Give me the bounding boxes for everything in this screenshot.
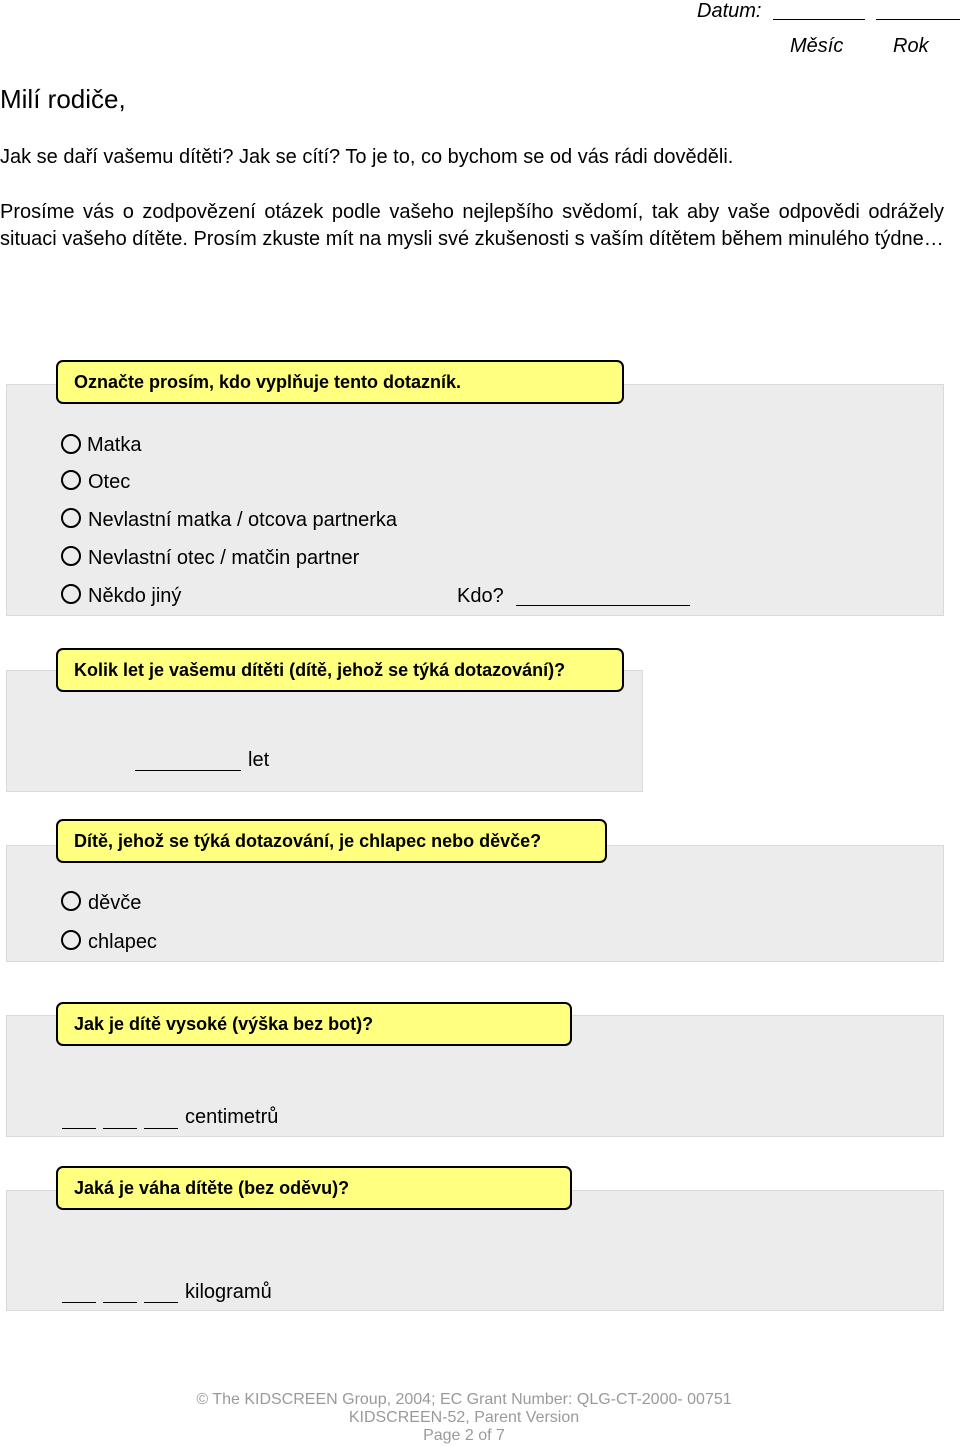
- page-number: Page 2 of 7: [423, 1427, 505, 1444]
- question-text: Označte prosím, kdo vyplňuje tento dotazník.: [74, 371, 462, 392]
- age-unit: let: [248, 749, 270, 771]
- question-text: Jaká je váha dítěte (bez oděvu)?: [74, 1177, 350, 1198]
- weight-digit-2[interactable]: [103, 1302, 137, 1303]
- gender-question: [56, 819, 607, 863]
- radio-chlapec[interactable]: [61, 930, 81, 950]
- option-label: Matka: [87, 434, 142, 456]
- weight-digit-3[interactable]: [144, 1302, 178, 1303]
- other-field[interactable]: [516, 605, 690, 606]
- greeting: Milí rodiče,: [0, 84, 126, 114]
- age-field[interactable]: [135, 770, 241, 771]
- radio-otec[interactable]: [61, 470, 81, 490]
- other-label: Kdo?: [457, 585, 504, 607]
- respondent-panel: [6, 384, 944, 616]
- footer-copyright: © The KIDSCREEN Group, 2004; EC Grant Number: QLG-CT-2000- 00751: [196, 1391, 732, 1408]
- question-text: Jak je dítě vysoké (výška bez bot)?: [74, 1013, 374, 1034]
- height-digit-3[interactable]: [144, 1128, 178, 1129]
- year-field[interactable]: [876, 19, 960, 20]
- weight-unit: kilogramů: [185, 1281, 272, 1303]
- respondent-question: [56, 360, 624, 404]
- option-label: Někdo jiný: [88, 585, 182, 607]
- radio-nevlastni-otec[interactable]: [61, 546, 81, 566]
- height-question: [56, 1002, 572, 1046]
- date-label: Datum:: [697, 0, 762, 22]
- intro-paragraph: Prosíme vás o zodpovězení otázek podle vašeho nejlepšího svědomí, tak aby vaše odpovědi odrážely situaci vašeho dítěte. Prosím zkuste mít na mysli své zkušenosti s vaším dítětem během minulého týdne…: [0, 201, 944, 250]
- radio-nekdo-jiny[interactable]: [61, 584, 81, 604]
- question-text: Dítě, jehož se týká dotazování, je chlapec nebo děvče?: [74, 830, 542, 851]
- option-label: Nevlastní matka / otcova partnerka: [88, 509, 398, 531]
- radio-devce[interactable]: [61, 891, 81, 911]
- intro-line: Jak se daří vašemu dítěti? Jak se cítí? To je to, co bychom se od vás rádi dověděli.: [0, 146, 734, 168]
- option-label: Otec: [88, 471, 131, 493]
- height-digit-2[interactable]: [103, 1128, 137, 1129]
- option-label: chlapec: [88, 931, 157, 953]
- height-unit: centimetrů: [185, 1106, 279, 1128]
- year-label: Rok: [893, 35, 929, 57]
- radio-matka[interactable]: [61, 434, 81, 454]
- month-label: Měsíc: [790, 35, 844, 57]
- month-field[interactable]: [773, 19, 865, 20]
- age-question: [56, 648, 624, 692]
- option-label: Nevlastní otec / matčin partner: [88, 547, 360, 569]
- question-text: Kolik let je vašemu dítěti (dítě, jehož se týká dotazování)?: [74, 659, 566, 680]
- height-digit-1[interactable]: [62, 1128, 96, 1129]
- option-label: děvče: [88, 892, 142, 914]
- radio-nevlastni-matka[interactable]: [61, 508, 81, 528]
- footer-version: KIDSCREEN-52, Parent Version: [348, 1409, 580, 1426]
- weight-question: [56, 1166, 572, 1210]
- weight-digit-1[interactable]: [62, 1302, 96, 1303]
